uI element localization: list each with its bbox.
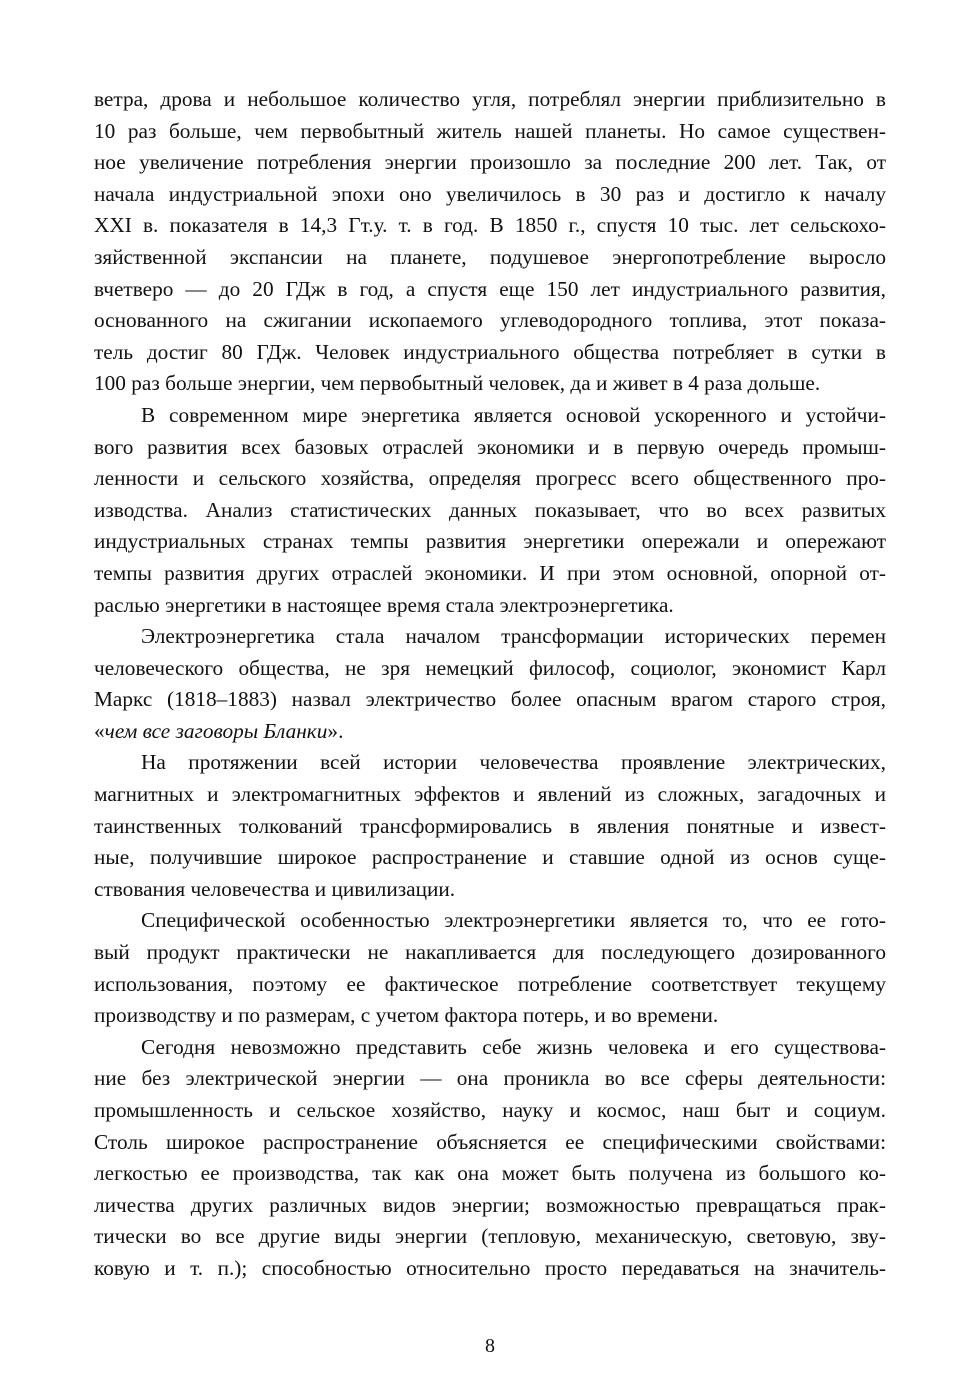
paragraph (94, 905, 886, 1031)
paragraph (94, 1032, 886, 1285)
text-line: Электроэнергетика стала началом трансформации исторических перемен (141, 624, 886, 649)
text-line: Столь широкое распространение объясняется ее специфическими свойствами: (94, 1129, 886, 1154)
text-line: таинственных толкований трансформировались в явления понятные и извест- (94, 813, 886, 838)
text-line: вый продукт практически не накапливается для последующего дозированного (94, 940, 886, 965)
text-line: ное увеличение потребления энергии произошло за последние 200 лет. Так, от (94, 150, 886, 175)
text-line: ленности и сельского хозяйства, определяя прогресс всего общественного про- (94, 466, 886, 491)
text-line: ные, получившие широкое распространение и ставшие одной из основ суще- (94, 845, 886, 870)
text-line: магнитных и электромагнитных эффектов и явлений из сложных, загадочных и (94, 782, 886, 807)
quote-close: ». (327, 718, 344, 743)
text-line: тель достиг 80 ГДж. Человек индустриального общества потребляет в сутки в (94, 339, 886, 364)
paragraph (94, 84, 886, 400)
text-line: легкостью ее производства, так как она может быть получена из большого ко- (94, 1161, 886, 1186)
text-line: ние без электрической энергии — она проникла во все сферы деятельности: (94, 1066, 886, 1091)
text-line: человеческого общества, не зря немецкий философ, социолог, экономист Карл (94, 655, 886, 680)
page-number: 8 (485, 1335, 495, 1357)
text-line: Сегодня невозможно представить себе жизнь человека и его существова- (141, 1034, 886, 1059)
text-line: промышленность и сельское хозяйство, науку и космос, наш быт и социум. (94, 1098, 886, 1122)
text-line: тически во все другие виды энергии (тепловую, механическую, световую, зву- (94, 1224, 886, 1249)
text-line: ветра, дрова и небольшое количество угля, потреблял энергии приблизительно в (94, 87, 886, 111)
text-line: XXI в. показателя в 14,3 Гт.у. т. в год. В 1850 г., спустя 10 тыс. лет сельскохо- (94, 213, 886, 238)
text-line: На протяжении всей истории человечества проявление электрических, (141, 750, 886, 775)
page-body (94, 84, 886, 1285)
text-line: Специфической особенностью электроэнергетики является то, что ее гото- (141, 908, 886, 933)
quote-open: « (94, 718, 105, 743)
text-line: вого развития всех базовых отраслей экономики и в первую очередь промыш- (94, 434, 886, 459)
text-line: производству и по размерам, с учетом фактора потерь, и во времени. (94, 1003, 719, 1028)
text-line: раслью энергетики в настоящее время стала электроэнергетика. (94, 592, 674, 617)
paragraph (94, 621, 886, 747)
paragraph (94, 747, 886, 905)
text-line: основанного на сжигании ископаемого углеводородного топлива, этот показа- (94, 308, 886, 333)
quoted-phrase: чем все заговоры Бланки (104, 718, 328, 743)
text-line: начала индустриальной эпохи оно увеличилось в 30 раз и достигло к началу (94, 181, 886, 206)
text-line: зяйственной экспансии на планете, подушевое энергопотребление выросло (94, 244, 886, 269)
text-line: вчетверо — до 20 ГДж в год, а спустя еще 150 лет индустриального развития, (94, 276, 886, 301)
text-line: личества других различных видов энергии; возможностью превращаться прак- (94, 1192, 886, 1217)
text-line: индустриальных странах темпы развития энергетики опережали и опережают (94, 529, 886, 554)
text-line: В современном мире энергетика является основой ускоренного и устойчи- (141, 402, 886, 427)
paragraph (94, 400, 886, 621)
text-line: использования, поэтому ее фактическое потребление соответствует текущему (94, 971, 886, 996)
text-line: изводства. Анализ статистических данных показывает, что во всех развитых (94, 497, 886, 522)
text-line: 100 раз больше энергии, чем первобытный человек, да и живет в 4 раза дольше. (94, 371, 821, 396)
quote-line (94, 716, 886, 748)
text-line: ковую и т. п.); способностью относительно просто передаваться на значитель- (94, 1255, 886, 1280)
text-line: ствования человечества и цивилизации. (94, 876, 456, 901)
text-line: 10 раз больше, чем первобытный житель нашей планеты. Но самое существен- (94, 118, 886, 143)
text-line: Маркс (1818–1883) назвал электричество более опасным врагом старого строя, (94, 687, 886, 712)
text-line: темпы развития других отраслей экономики. И при этом основной, опорной от- (94, 560, 886, 585)
